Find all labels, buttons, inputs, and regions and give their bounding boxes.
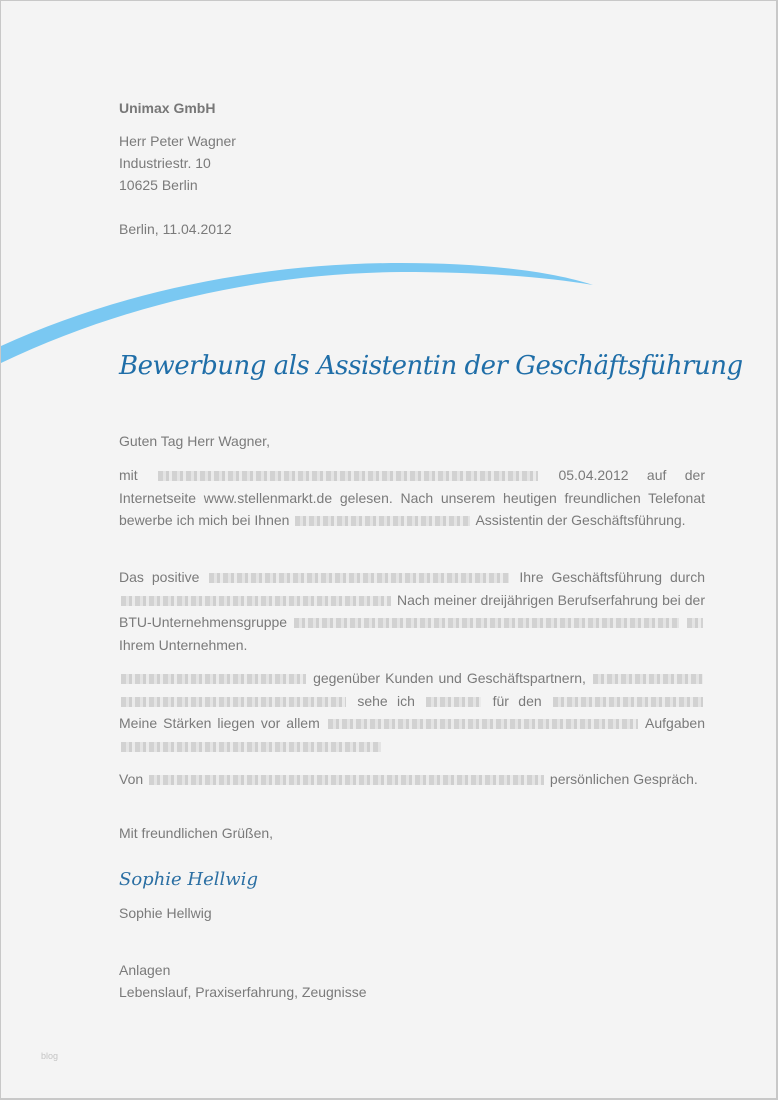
p4-text-b: persönlichen Gespräch.: [549, 771, 698, 787]
redacted-text: [121, 697, 346, 707]
decorative-swoosh-icon: [1, 1, 776, 401]
paragraph-1: [119, 464, 705, 532]
redacted-text: [295, 516, 470, 526]
p2-text-d: Ihrem Unternehmen.: [119, 636, 248, 653]
p4-text-a: Von: [119, 771, 144, 787]
redacted-text: [328, 719, 638, 729]
paragraph-3: [119, 667, 705, 757]
redacted-text: [209, 573, 509, 583]
watermark: blog: [41, 1051, 59, 1061]
p1-text-b: 05.04.2012 auf der Internetseite www.stellenmarkt.de gelesen. Nach unserem heutigen freundlichen Telefonat bewerbe ich mich bei Ihnen: [119, 467, 705, 528]
p3-text-e: Aufgaben: [645, 715, 705, 731]
p3-text-c: für den: [492, 692, 542, 709]
redacted-text: [294, 618, 679, 628]
redacted-text: [158, 471, 538, 481]
attachments-label: Anlagen: [119, 962, 171, 978]
p1-text-a: mit: [119, 467, 138, 483]
letter-title: Bewerbung als Assistentin der Geschäftsführung: [119, 351, 743, 381]
handwritten-signature: Sophie Hellwig: [119, 869, 258, 890]
p2-text-c: Nach meiner dreijährigen Berufserfahrung bei der BTU-Unternehmensgruppe: [119, 591, 705, 630]
redacted-text: [593, 674, 703, 684]
redacted-text: [426, 697, 481, 707]
p3-text-a: gegenüber Kunden und Geschäftspartnern,: [313, 670, 586, 686]
date-line: Berlin, 11.04.2012: [119, 221, 232, 237]
paragraph-4: [119, 768, 698, 790]
attachments-list: Lebenslauf, Praxiserfahrung, Zeugnisse: [119, 984, 367, 1000]
p2-text-b: Ihre Geschäftsführung durch: [519, 569, 705, 585]
letter-page: [1, 1, 776, 1098]
redacted-text: [687, 618, 703, 628]
recipient-name: Herr Peter Wagner: [119, 133, 236, 149]
p3-text-b: sehe ich: [357, 692, 415, 709]
signature-name: Sophie Hellwig: [119, 905, 212, 921]
closing: Mit freundlichen Grüßen,: [119, 825, 274, 841]
p2-text-a: Das positive: [119, 569, 200, 585]
redacted-text: [553, 697, 703, 707]
redacted-text: [121, 674, 306, 684]
greeting: Guten Tag Herr Wagner,: [119, 433, 270, 449]
paragraph-2: [119, 566, 705, 656]
p1-text-c: Assistentin der Geschäftsführung.: [475, 512, 686, 528]
recipient-city: 10625 Berlin: [119, 177, 198, 193]
recipient-street: Industriestr. 10: [119, 155, 211, 171]
redacted-text: [121, 742, 381, 752]
redacted-text: [121, 596, 391, 606]
company-name: Unimax GmbH: [119, 100, 216, 116]
p3-text-d: Meine Stärken liegen vor allem: [119, 715, 320, 731]
redacted-text: [149, 775, 544, 785]
